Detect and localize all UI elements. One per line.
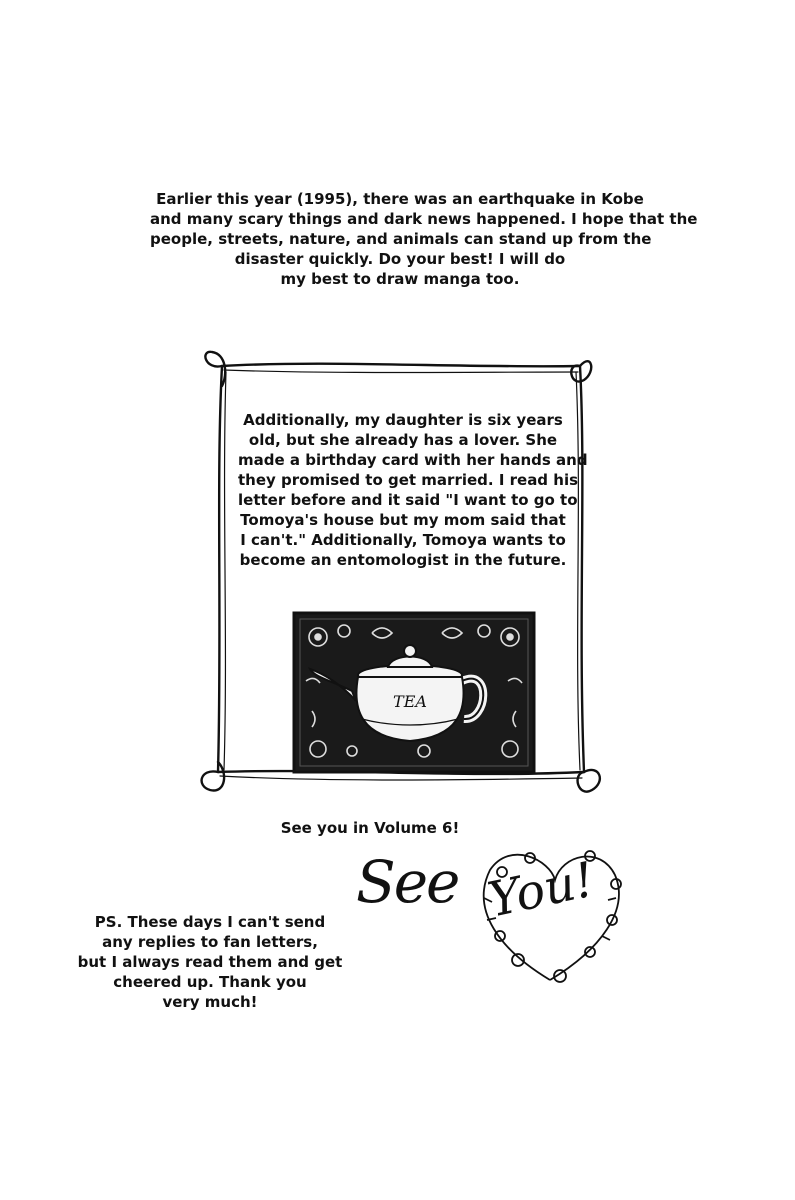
note-line: become an entomologist in the future. <box>239 551 567 569</box>
note-line: I can't." Additionally, Tomoya wants to <box>240 531 566 549</box>
intro-line: my best to draw manga too. <box>280 270 520 288</box>
note-line: letter before and it said "I want to go to <box>238 491 578 509</box>
you-lettering: You! <box>483 851 600 929</box>
note-line: they promised to get married. I read his <box>238 471 579 489</box>
intro-line: disaster quickly. Do your best! I will do <box>234 250 566 268</box>
see-you-volume-text: See you in Volume 6! <box>280 819 460 837</box>
teapot-label: TEA <box>393 692 427 711</box>
ps-note <box>70 912 350 1012</box>
note-line: made a birthday card with her hands and <box>238 451 588 469</box>
see-lettering: See <box>356 848 459 916</box>
see-you-illustration <box>350 840 640 990</box>
intro-line: and many scary things and dark news happened. I hope that the <box>150 210 698 228</box>
ps-line: very much! <box>162 993 258 1011</box>
note-line: old, but she already has a lover. She <box>248 431 558 449</box>
ps-line: any replies to fan letters, <box>102 933 318 951</box>
ps-line: cheered up. Thank you <box>113 973 307 991</box>
daughter-note <box>238 410 588 570</box>
ps-line: PS. These days I can't send <box>94 913 326 931</box>
teapot-icon <box>292 611 536 774</box>
note-line: Additionally, my daughter is six years <box>243 411 563 429</box>
note-line: Tomoya's house but my mom said that <box>240 511 566 529</box>
ps-line: but I always read them and get <box>77 953 343 971</box>
intro-line: people, streets, nature, and animals can stand up from the <box>150 230 652 248</box>
intro-line: Earlier this year (1995), there was an earthquake in Kobe <box>156 190 644 208</box>
